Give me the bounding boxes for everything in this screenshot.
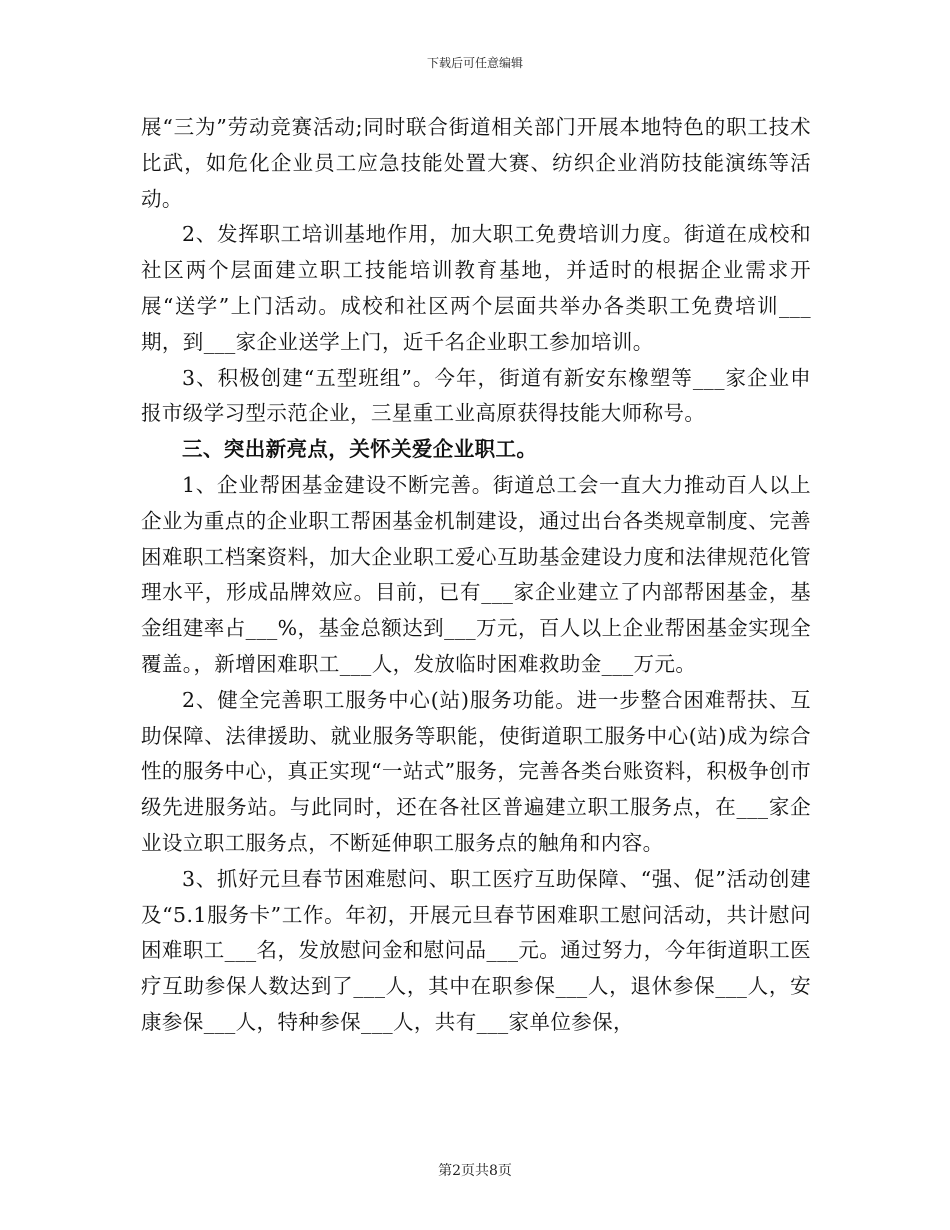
paragraph-five-type-teams: 3、积极创建“五型班组”。今年，街道有新安东橡塑等___家企业申报市级学习型示范企业，三星重工业高原获得技能大师称号。 <box>141 365 811 426</box>
page-header: 下载后可任意编辑 <box>426 56 523 70</box>
paragraph-new-year-relief: 3、抓好元旦春节困难慰问、职工医疗互助保障、“强、促”活动创建及“5.1服务卡”工作。年初，开展元旦春节困难职工慰问活动，共计慰问困难职工___名，发放慰问金和慰问品___元。通过努力，今年街道职工医疗互助参保人数达到了___人，其中在职参保___人，退休参保___人，安康参保___人，特种参保___人，共有___家单位参保， <box>141 866 811 1034</box>
paragraph-relief-fund: 1、企业帮困基金建设不断完善。街道总工会一直大力推动百人以上企业为重点的企业职工帮困基金机制建设，通过出台各类规章制度、完善困难职工档案资料，加大企业职工爱心互助基金建设力度和法律规范化管理水平，形成品牌效应。目前，已有___家企业建立了内部帮困基金，基金组建率占___%，基金总额达到___万元，百人以上企业帮困基金实现全覆盖。，新增困难职工___人，发放临时困难救助金___万元。 <box>141 472 811 676</box>
paragraph-service-center: 2、健全完善职工服务中心(站)服务功能。进一步整合困难帮扶、互助保障、法律援助、就业服务等职能，使街道职工服务中心(站)成为综合性的服务中心，真正实现“一站式”服务，完善各类台账资料，积极争创市级先进服务站。与此同时，还在各社区普遍建立职工服务点，在___家企业设立职工服务点，不断延伸职工服务点的触角和内容。 <box>141 687 811 855</box>
document-body <box>141 110 811 1041</box>
paragraph-continuation: 展“三为”劳动竞赛活动;同时联合街道相关部门开展本地特色的职工技术比武，如危化企业员工应急技能处置大赛、纺织企业消防技能演练等活动。 <box>141 115 811 211</box>
page-number: 第2页共8页 <box>438 1163 512 1179</box>
paragraph-training-base: 2、发挥职工培训基地作用，加大职工免费培训力度。街道在成校和社区两个层面建立职工技能培训教育基地，并适时的根据企业需求开展“送学”上门活动。成校和社区两个层面共举办各类职工免费培训___期，到___家企业送学上门，近千名企业职工参加培训。 <box>141 222 811 354</box>
section-heading: 三、突出新亮点，关怀关爱企业职工。 <box>182 437 538 462</box>
